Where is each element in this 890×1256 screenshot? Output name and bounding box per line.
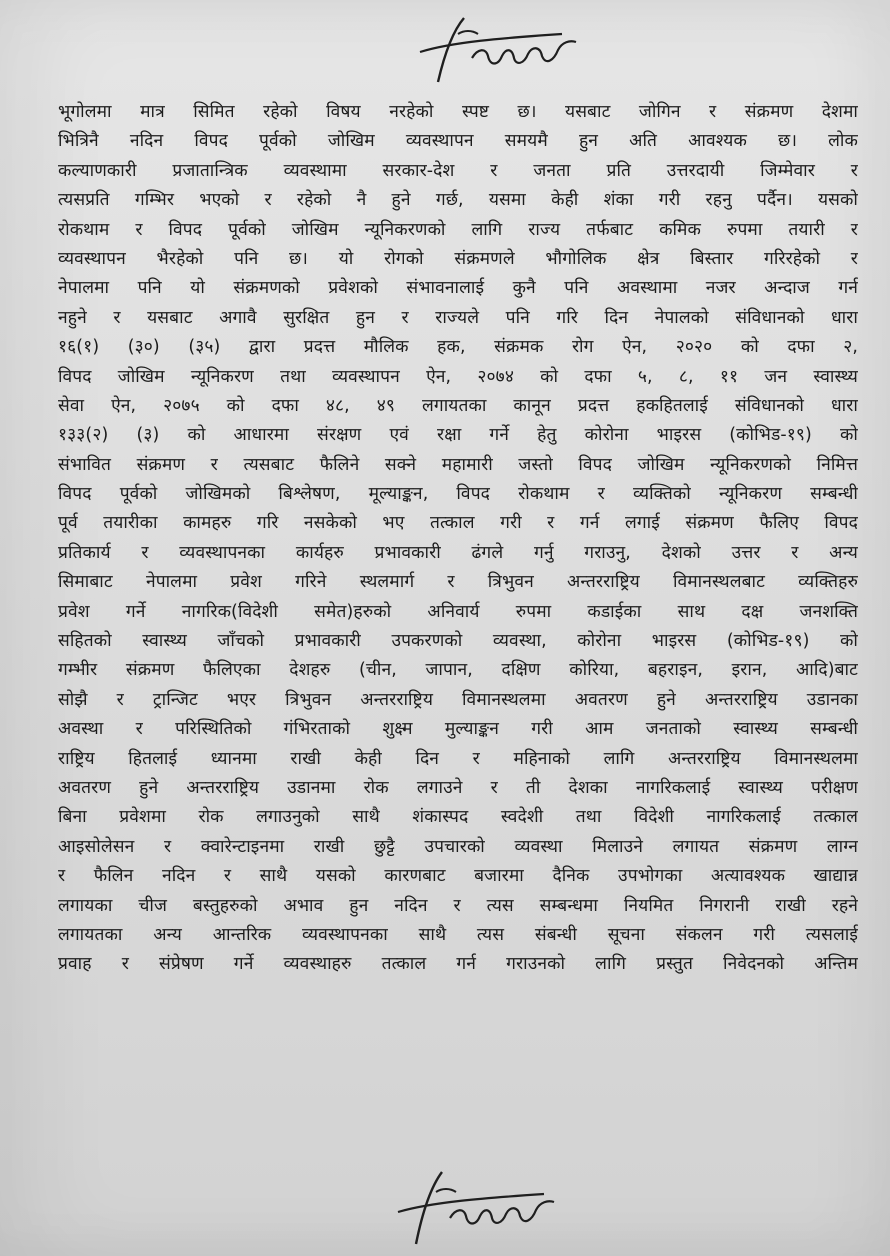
text-line: राष्ट्रिय हितलाई ध्यानमा राखी केही दिन र महिनाको लागि अन्तरराष्ट्रिय विमानस्थलमा — [58, 748, 858, 769]
text-line: भूगोलमा मात्र सिमित रहेको विषय नरहेको स्पष्ट छ। यसबाट जोगिन र संक्रमण देशमा — [58, 102, 858, 122]
text-line: १३३(२) (३) को आधारमा संरक्षण एवं रक्षा गर्ने हेतु कोरोना भाइरस (कोभिड-१९) को — [58, 425, 858, 446]
text-line: प्रतिकार्य र व्यवस्थापनका कार्यहरु प्रभावकारी ढंगले गर्नु गराउनु, देशको उत्तर र अन्य — [58, 542, 858, 563]
text-line: संभावित संक्रमण र त्यसबाट फैलिने सक्ने महामारी जस्तो विपद जोखिम न्यूनिकरणको निमित्त — [58, 454, 858, 475]
signature-bottom-graphic — [392, 1168, 562, 1248]
text-line: सहितको स्वास्थ्य जाँचको प्रभावकारी उपकरणको व्यवस्था, कोरोना भाइरस (कोभिड-१९) को — [58, 631, 858, 652]
text-line: नेपालमा पनि यो संक्रमणको प्रवेशको संभावनालाई कुनै पनि अवस्थामा नजर अन्दाज गर्न — [58, 278, 858, 299]
text-line: व्यवस्थापन भैरहेको पनि छ। यो रोगको संक्रमणले भौगोलिक क्षेत्र बिस्तार गरिरहेको र — [58, 248, 858, 269]
text-line: कल्याणकारी प्रजातान्त्रिक व्यवस्थामा सरकार-देश र जनता प्रति उत्तरदायी जिम्मेवार र — [58, 160, 858, 181]
text-line: आइसोलेसन र क्वारेन्टाइनमा राखी छुट्टै उपचारको व्यवस्था मिलाउने लगायत संक्रमण लाग्न — [58, 836, 858, 857]
text-line: १६(१) (३०) (३५) द्वारा प्रदत्त मौलिक हक, संक्रमक रोग ऐन, २०२० को दफा २, — [58, 337, 858, 358]
text-line: लगायतका अन्य आन्तरिक व्यवस्थापनका साथै त्यस संबन्धी सूचना संकलन गरी त्यसलाई — [58, 924, 858, 945]
text-line: पूर्व तयारीका कामहरु गरि नसकेको भए तत्काल गरी र गर्न लगाई संक्रमण फैलिए विपद — [58, 513, 858, 534]
signature-top-graphic — [412, 12, 582, 92]
text-line: लगायका चीज बस्तुहरुको अभाव हुन नदिन र त्यस सम्बन्धमा नियमित निगरानी राखी रहने — [58, 895, 858, 916]
text-line: सेवा ऐन, २०७५ को दफा ४८, ४९ लगायतका कानून प्रदत्त हकहितलाई संविधानको धारा — [58, 395, 858, 416]
text-line: र फैलिन नदिन र साथै यसको कारणबाट बजारमा दैनिक उपभोगका अत्यावश्यक खाद्यान्न — [58, 866, 858, 887]
document-body — [58, 98, 858, 980]
text-line: प्रवेश गर्ने नागरिक(विदेशी समेत)हरुको अनिवार्य रुपमा कडाईका साथ दक्ष जनशक्ति — [58, 601, 858, 622]
text-line: प्रवाह र संप्रेषण गर्ने व्यवस्थाहरु तत्काल गर्न गराउनको लागि प्रस्तुत निवेदनको अन्तिम — [58, 954, 858, 975]
text-line: अवतरण हुने अन्तरराष्ट्रिय उडानमा रोक लगाउने र ती देशका नागरिकलाई स्वास्थ्य परीक्षण — [58, 777, 858, 798]
text-line: सोझै र ट्रान्जिट भएर त्रिभुवन अन्तरराष्ट्रिय विमानस्थलमा अवतरण हुने अन्तरराष्ट्रिय उडानका — [58, 689, 858, 710]
signature-top — [412, 12, 582, 92]
text-line: विपद जोखिम न्यूनिकरण तथा व्यवस्थापन ऐन, २०७४ को दफा ५, ८, ११ जन स्वास्थ्य — [58, 366, 858, 387]
text-line: रोकथाम र विपद पूर्वको जोखिम न्यूनिकरणको लागि राज्य तर्फबाट कमिक रुपमा तयारी र — [58, 219, 858, 240]
text-line: नहुने र यसबाट अगावै सुरक्षित हुन र राज्यले पनि गरि दिन नेपालको संविधानको धारा — [58, 307, 858, 328]
text-line: भित्रिनै नदिन विपद पूर्वको जोखिम व्यवस्थापन समयमै हुन अति आवश्यक छ। लोक — [58, 131, 858, 152]
text-line: विपद पूर्वको जोखिमको बिश्लेषण, मूल्याङ्कन, विपद रोकथाम र व्यक्तिको न्यूनिकरण सम्बन्धी — [58, 484, 858, 505]
text-line: सिमाबाट नेपालमा प्रवेश गरिने स्थलमार्ग र त्रिभुवन अन्तरराष्ट्रिय विमानस्थलबाट व्यक्तिहरु — [58, 572, 858, 593]
text-line: अवस्था र परिस्थितिको गंभिरताको शुक्ष्म मुल्याङ्कन गरी आम जनताको स्वास्थ्य सम्बन्धी — [58, 719, 858, 740]
signature-bottom — [392, 1168, 562, 1248]
text-line: त्यसप्रति गम्भिर भएको र रहेको नै हुने गर्छ, यसमा केही शंका गरी रहनु पर्दैन। यसको — [58, 190, 858, 211]
text-line: गम्भीर संक्रमण फैलिएका देशहरु (चीन, जापान, दक्षिण कोरिया, बहराइन, इरान, आदि)बाट — [58, 660, 858, 681]
text-line: बिना प्रवेशमा रोक लगाउनुको साथै शंकास्पद स्वदेशी तथा विदेशी नागरिकलाई तत्काल — [58, 807, 858, 828]
